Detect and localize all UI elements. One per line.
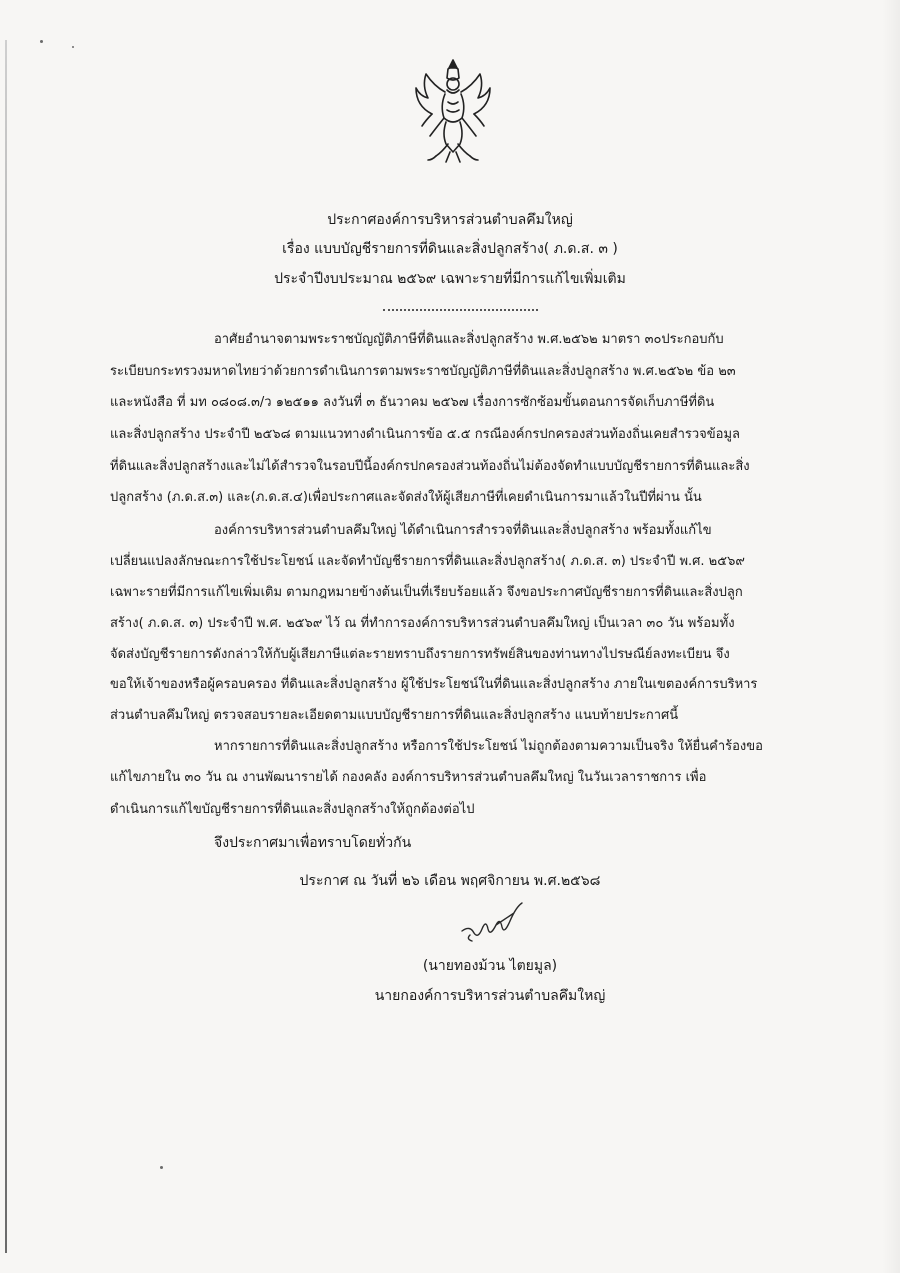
body-line: ดำเนินการแก้ไขบัญชีรายการที่ดินและสิ่งปลูกสร้างให้ถูกต้องต่อไป xyxy=(110,802,475,817)
body-line: หากรายการที่ดินและสิ่งปลูกสร้าง หรือการใช้ประโยชน์ ไม่ถูกต้องตามความเป็นจริง ให้ยื่นคำร้องขอ xyxy=(214,739,763,754)
scan-speck xyxy=(72,46,74,48)
body-line: องค์การบริหารส่วนตำบลคึมใหญ่ ได้ดำเนินการสำรวจที่ดินและสิ่งปลูกสร้าง พร้อมทั้งแก้ไข xyxy=(214,523,712,538)
garuda-emblem-icon xyxy=(412,56,494,168)
page-edge-fade xyxy=(882,0,900,1273)
body-line: ปลูกสร้าง (ภ.ด.ส.๓) และ(ภ.ด.ส.๔)เพื่อประกาศและจัดส่งให้ผู้เสียภาษีที่เคยดำเนินการมาแล้วในปีที่ผ่าน นั้น xyxy=(110,490,702,505)
handwritten-signature-icon xyxy=(456,895,534,943)
body-line: ส่วนตำบลคึมใหญ่ ตรวจสอบรายละเอียดตามแบบบัญชีรายการที่ดินและสิ่งปลูกสร้าง แนบท้ายประกาศนี้ xyxy=(110,708,679,723)
body-line: ขอให้เจ้าของหรือผู้ครอบครอง ที่ดินและสิ่งปลูกสร้าง ผู้ใช้ประโยชน์ในที่ดินและสิ่งปลูกสร้าง ภายในเขตองค์การบริหาร xyxy=(110,677,758,692)
closing-statement: จึงประกาศมาเพื่อทราบโดยทั่วกัน xyxy=(214,835,412,851)
announcement-title: ประกาศองค์การบริหารส่วนตำบลคึมใหญ่ xyxy=(327,212,573,228)
announcement-fiscal-year: ประจำปีงบประมาณ ๒๕๖๙ เฉพาะรายที่มีการแก้ไขเพิ่มเติม xyxy=(274,271,626,287)
body-line: แก้ไขภายใน ๓๐ วัน ณ งานพัฒนารายได้ กองคลัง องค์การบริหารส่วนตำบลคึมใหญ่ ในวันเวลาราชการ เพื่อ xyxy=(110,770,707,785)
separator-dotted-line xyxy=(383,309,538,311)
announcement-subject: เรื่อง แบบบัญชีรายการที่ดินและสิ่งปลูกสร้าง( ภ.ด.ส. ๓ ) xyxy=(282,241,618,257)
body-line: และหนังสือ ที่ มท ๐๘๐๘.๓/ว ๑๒๕๑๑ ลงวันที่ ๓ ธันวาคม ๒๕๖๗ เรื่องการซักซ้อมขั้นตอนการจัดเก็บภาษีที่ดิน xyxy=(110,395,715,410)
scan-speck xyxy=(40,40,43,43)
body-line: เปลี่ยนแปลงลักษณะการใช้ประโยชน์ และจัดทำบัญชีรายการที่ดินและสิ่งปลูกสร้าง( ภ.ด.ส. ๓) ประจำปี พ.ศ. ๒๕๖๙ xyxy=(110,554,745,569)
signatory-position: นายกองค์การบริหารส่วนตำบลคึมใหญ่ xyxy=(374,988,606,1004)
body-line: และสิ่งปลูกสร้าง ประจำปี ๒๕๖๘ ตามแนวทางดำเนินการข้อ ๕.๕ กรณีองค์กรปกครองส่วนท้องถิ่นเคยสำรวจข้อมูล xyxy=(110,427,741,442)
body-line: จัดส่งบัญชีรายการดังกล่าวให้กับผู้เสียภาษีแต่ละรายทราบถึงรายการทรัพย์สินของท่านทางไปรษณีย์ลงทะเบียน จึง xyxy=(110,647,730,662)
body-line: ระเบียบกระทรวงมหาดไทยว่าด้วยการดำเนินการตามพระราชบัญญัติภาษีที่ดินและสิ่งปลูกสร้าง พ.ศ.๒๕๖๒ ข้อ ๒๓ xyxy=(110,364,736,379)
body-line: เฉพาะรายที่มีการแก้ไขเพิ่มเติม ตามกฎหมายข้างต้นเป็นที่เรียบร้อยแล้ว จึงขอประกาศบัญชีรายการที่ดินและสิ่งปลูก xyxy=(110,585,743,600)
signatory-name: (นายทองม้วน ไตยมูล) xyxy=(422,958,558,974)
body-line: อาศัยอำนาจตามพระราชบัญญัติภาษีที่ดินและสิ่งปลูกสร้าง พ.ศ.๒๕๖๒ มาตรา ๓๐ประกอบกับ xyxy=(214,332,724,347)
announcement-date: ประกาศ ณ วันที่ ๒๖ เดือน พฤศจิกายน พ.ศ.๒๕๖๘ xyxy=(299,873,601,889)
body-line: สร้าง( ภ.ด.ส. ๓) ประจำปี พ.ศ. ๒๕๖๙ ไว้ ณ ที่ทำการองค์การบริหารส่วนตำบลคึมใหญ่ เป็นเวลา ๓๐ วัน พร้อมทั้ง xyxy=(110,616,735,631)
body-line: ที่ดินและสิ่งปลูกสร้างและไม่ได้สำรวจในรอบปีนี้องค์กรปกครองส่วนท้องถิ่นไม่ต้องจัดทำแบบบัญชีรายการที่ดินและสิ่ง xyxy=(110,459,750,474)
scan-speck xyxy=(160,1166,163,1169)
